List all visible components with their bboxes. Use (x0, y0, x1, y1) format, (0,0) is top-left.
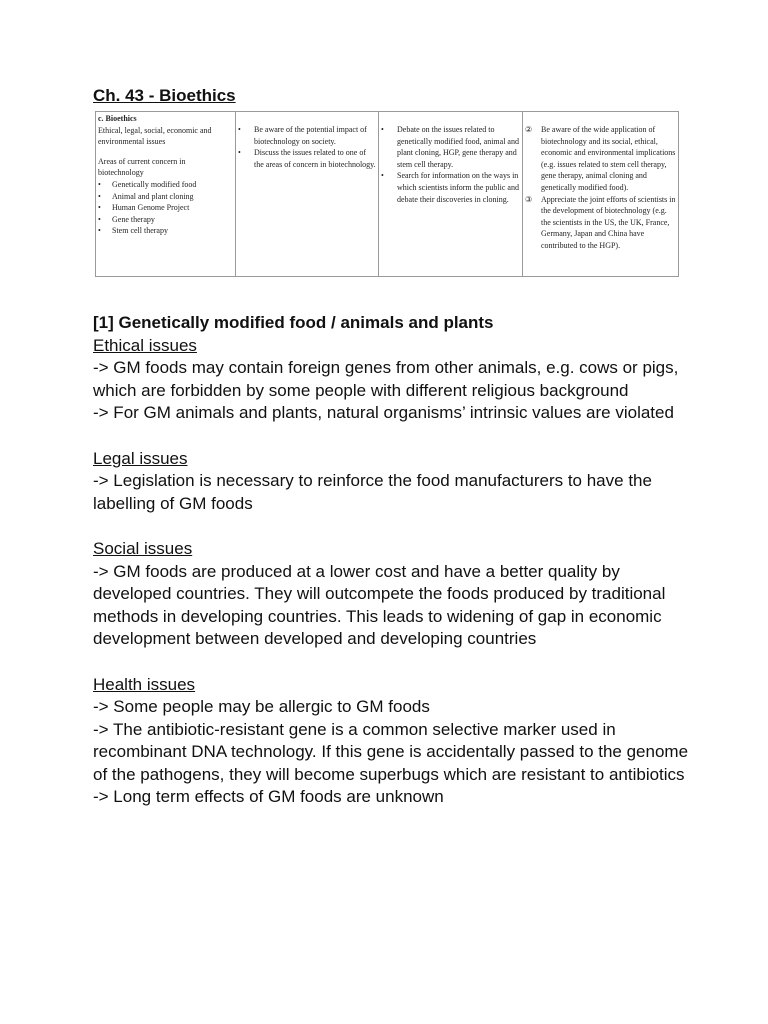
list-item: • Animal and plant cloning (98, 191, 194, 201)
syllabus-heading: c. Bioethics (98, 114, 137, 123)
legal-issues-heading: Legal issues (93, 448, 188, 468)
bullet-icon: • (98, 203, 101, 213)
syllabus-table (95, 111, 679, 277)
ethical-issue-line: -> For GM animals and plants, natural organisms’ intrinsic values are violated (93, 403, 674, 423)
bullet-icon: • (238, 148, 241, 158)
syllabus-intro: Ethical, legal, social, economic and environmental issues (98, 125, 212, 147)
syllabus-col-activities (379, 112, 523, 277)
circled-number-icon: ③ (525, 194, 533, 204)
bullet-icon: • (98, 214, 101, 224)
syllabus-col-values (523, 112, 679, 277)
list-item: • Be aware of the potential impact of biotechnology on society. (238, 125, 367, 146)
page-title: Ch. 43 - Bioethics (93, 86, 236, 105)
bullet-icon: • (381, 125, 384, 134)
ethical-issues-heading: Ethical issues (93, 335, 197, 355)
bullet-icon: • (98, 179, 101, 189)
spacer (93, 425, 693, 448)
ethical-issue-line: -> GM foods may contain foreign genes from other animals, e.g. cows or pigs, which are forbidden by some people with different religious background (93, 358, 679, 400)
bullet-icon: • (98, 226, 101, 236)
list-item: • Stem cell therapy (98, 226, 168, 236)
list-item: • Search for information on the ways in which scientists inform the public and debate their discoveries in cloning. (381, 171, 519, 204)
syllabus-row (96, 112, 679, 277)
social-issues-heading: Social issues (93, 538, 193, 558)
spacer (93, 515, 693, 538)
syllabus-col-objectives (236, 112, 379, 277)
spacer (93, 651, 693, 674)
syllabus-areas-label: Areas of current concern in biotechnology (98, 156, 186, 178)
list-item: ② Be aware of the wide application of biotechnology and its social, ethical, economic and environmental implications (e.g. issues related to stem cell therapy, gene therapy, animal cloning and genetically modified food). (525, 125, 676, 192)
section-heading: [1] Genetically modified food / animals and plants (93, 313, 494, 332)
list-item: • Discuss the issues related to one of the areas of concern in biotechnology. (238, 148, 376, 169)
list-item: • Human Genome Project (98, 203, 190, 213)
bullet-icon: • (98, 191, 101, 201)
health-issue-line: -> Long term effects of GM foods are unknown (93, 787, 444, 807)
health-issues-heading: Health issues (93, 674, 196, 694)
list-item: ③ Appreciate the joint efforts of scientists in the development of biotechnology (e.g. the scientists in the US, the UK, France, Germany, Japan and China have contributed to the HGP). (525, 194, 676, 250)
notes-content (93, 312, 693, 809)
list-item: • Debate on the issues related to genetically modified food, animal and plant cloning, HGP, gene therapy and stem cell therapy. (381, 125, 519, 169)
list-item: • Genetically modified food (98, 179, 197, 189)
list-item: • Gene therapy (98, 214, 155, 224)
bullet-icon: • (238, 125, 241, 134)
social-issue-line: -> GM foods are produced at a lower cost and have a better quality by developed countries. They will outcompete the foods produced by traditional methods in developing countries. This leads to widening of gap in economic development between developed and developing countries (93, 561, 666, 649)
legal-issue-line: -> Legislation is necessary to reinforce the food manufacturers to have the labelling of GM foods (93, 471, 652, 513)
health-issue-line: -> Some people may be allergic to GM foods (93, 697, 430, 717)
health-issue-line: -> The antibiotic-resistant gene is a common selective marker used in recombinant DNA technology. If this gene is accidentally passed to the genome of the pathogens, they will become superbugs which are resistant to antibiotics (93, 719, 689, 784)
bullet-icon: • (381, 171, 384, 181)
syllabus-col-topic (96, 112, 236, 277)
circled-number-icon: ② (525, 125, 533, 134)
